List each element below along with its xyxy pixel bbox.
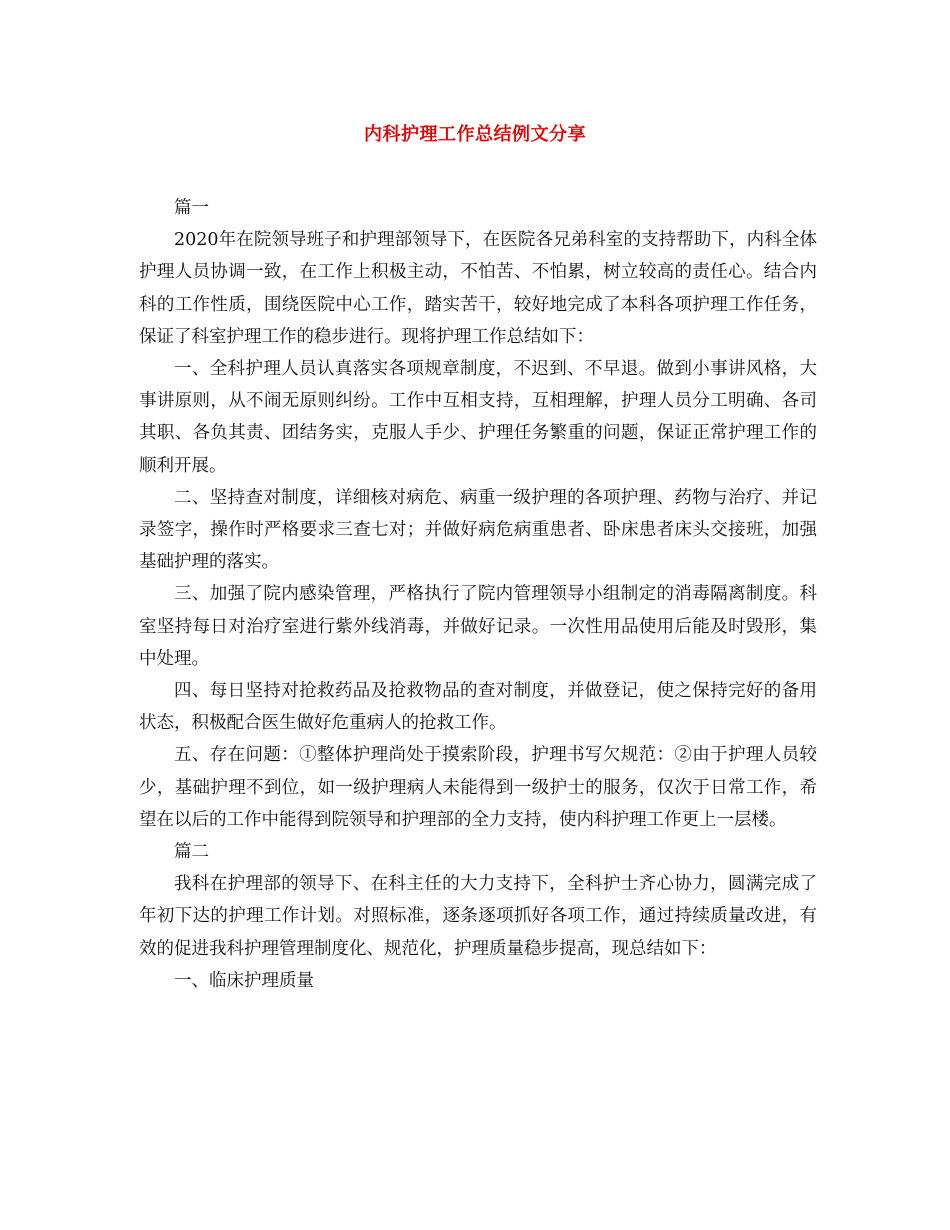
paragraph-item-3: 三、加强了院内感染管理，严格执行了院内管理领导小组制定的消毒隔离制度。科室坚持每日对治疗室进行紫外线消毒，并做好记录。一次性用品使用后能及时毁形，集中处理。 bbox=[139, 584, 817, 669]
subheading-clinical-quality: 一、临床护理质量 bbox=[174, 970, 314, 991]
paragraph-item-1: 一、全科护理人员认真落实各项规章制度，不迟到、不早退。做到小事讲风格，大事讲原则，从不闹无原则纠纷。工作中互相支持，互相理解，护理人员分工明确、各司其职、各负其责、团结务实，克服人手少、护理任务繁重的问题，保证正常护理工作的顺利开展。 bbox=[139, 359, 817, 476]
paragraph-intro-2: 我科在护理部的领导下、在科主任的大力支持下，全科护士齐心协力，圆满完成了年初下达的护理工作计划。对照标准，逐条逐项抓好各项工作，通过持续质量改进，有效的促进我科护理管理制度化、规范化，护理质量稳步提高，现总结如下： bbox=[139, 874, 817, 959]
document-body bbox=[139, 192, 817, 997]
document-title: 内科护理工作总结例文分享 bbox=[364, 124, 586, 145]
section-heading-2: 篇二 bbox=[174, 842, 209, 863]
paragraph-item-5: 五、存在问题：①整体护理尚处于摸索阶段，护理书写欠规范：②由于护理人员较少，基础护理不到位，如一级护理病人未能得到一级护士的服务，仅次于日常工作，希望在以后的工作中能得到院领导和护理部的全力支持，使内科护理工作更上一层楼。 bbox=[139, 745, 817, 830]
paragraph-item-2: 二、坚持查对制度，详细核对病危、病重一级护理的各项护理、药物与治疗、并记录签字，操作时严格要求三查七对；并做好病危病重患者、卧床患者床头交接班，加强基础护理的落实。 bbox=[139, 487, 817, 573]
section-heading-1: 篇一 bbox=[174, 198, 209, 218]
paragraph-intro: 2020年在院领导班子和护理部领导下，在医院各兄弟科室的支持帮助下，内科全体护理人员协调一致，在工作上积极主动，不怕苦、不怕累，树立较高的责任心。结合内科的工作性质，围绕医院中心工作，踏实苦干，较好地完成了本科各项护理工作任务，保证了科室护理工作的稳步进行。现将护理工作总结如下： bbox=[139, 230, 817, 347]
paragraph-item-4: 四、每日坚持对抢救药品及抢救物品的查对制度，并做登记，使之保持完好的备用状态，积极配合医生做好危重病人的抢救工作。 bbox=[139, 681, 817, 734]
